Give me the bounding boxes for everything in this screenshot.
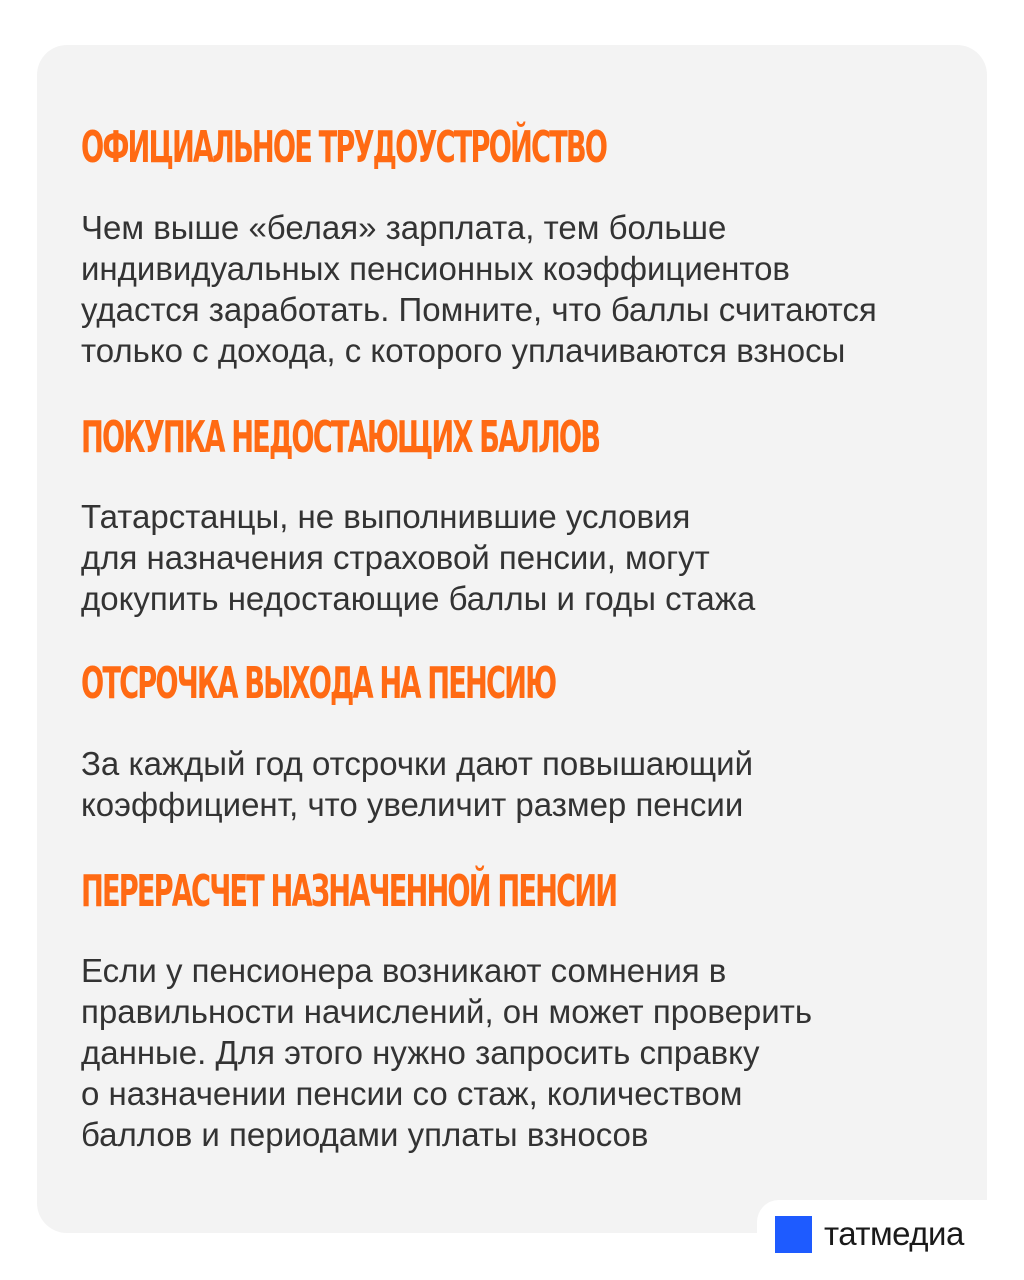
text-line: докупить недостающие баллы и годы стажа (81, 580, 756, 617)
text-line: о назначении пенсии со стаж, количеством (81, 1075, 743, 1112)
section-title-employment: ОФИЦИАЛЬНОЕ ТРУДОУСТРОЙСТВО (81, 122, 607, 173)
text-line: Если у пенсионера возникают сомнения в (81, 952, 727, 989)
section-text-deferral (81, 743, 753, 825)
text-line: для назначения страховой пенсии, могут (81, 539, 710, 576)
section-title-recalculation: ПЕРЕРАСЧЕТ НАЗНАЧЕННОЙ ПЕНСИИ (81, 866, 617, 917)
section-text-buy-points (81, 496, 755, 619)
text-line: только с дохода, с которого уплачиваются взносы (81, 332, 846, 369)
text-line: правильности начислений, он может проверить (81, 993, 813, 1030)
section-text-employment (81, 207, 877, 371)
section-text-recalculation (81, 950, 812, 1155)
text-line: коэффициент, что увеличит размер пенсии (81, 786, 744, 823)
brand-logo (775, 1214, 964, 1254)
brand-name: татмедиа (824, 1215, 964, 1252)
logo-square-icon (775, 1216, 812, 1253)
text-line: Чем выше «белая» зарплата, тем больше (81, 209, 727, 246)
section-title-buy-points: ПОКУПКА НЕДОСТАЮЩИХ БАЛЛОВ (81, 412, 600, 463)
text-line: Татарстанцы, не выполнившие условия (81, 498, 691, 535)
text-line: баллов и периодами уплаты взносов (81, 1116, 649, 1153)
text-line: За каждый год отсрочки дают повышающий (81, 745, 754, 782)
section-title-deferral: ОТСРОЧКА ВЫХОДА НА ПЕНСИЮ (81, 658, 556, 709)
text-line: индивидуальных пенсионных коэффициентов (81, 250, 790, 287)
text-line: данные. Для этого нужно запросить справку (81, 1034, 760, 1071)
text-line: удастся заработать. Помните, что баллы считаются (81, 291, 877, 328)
